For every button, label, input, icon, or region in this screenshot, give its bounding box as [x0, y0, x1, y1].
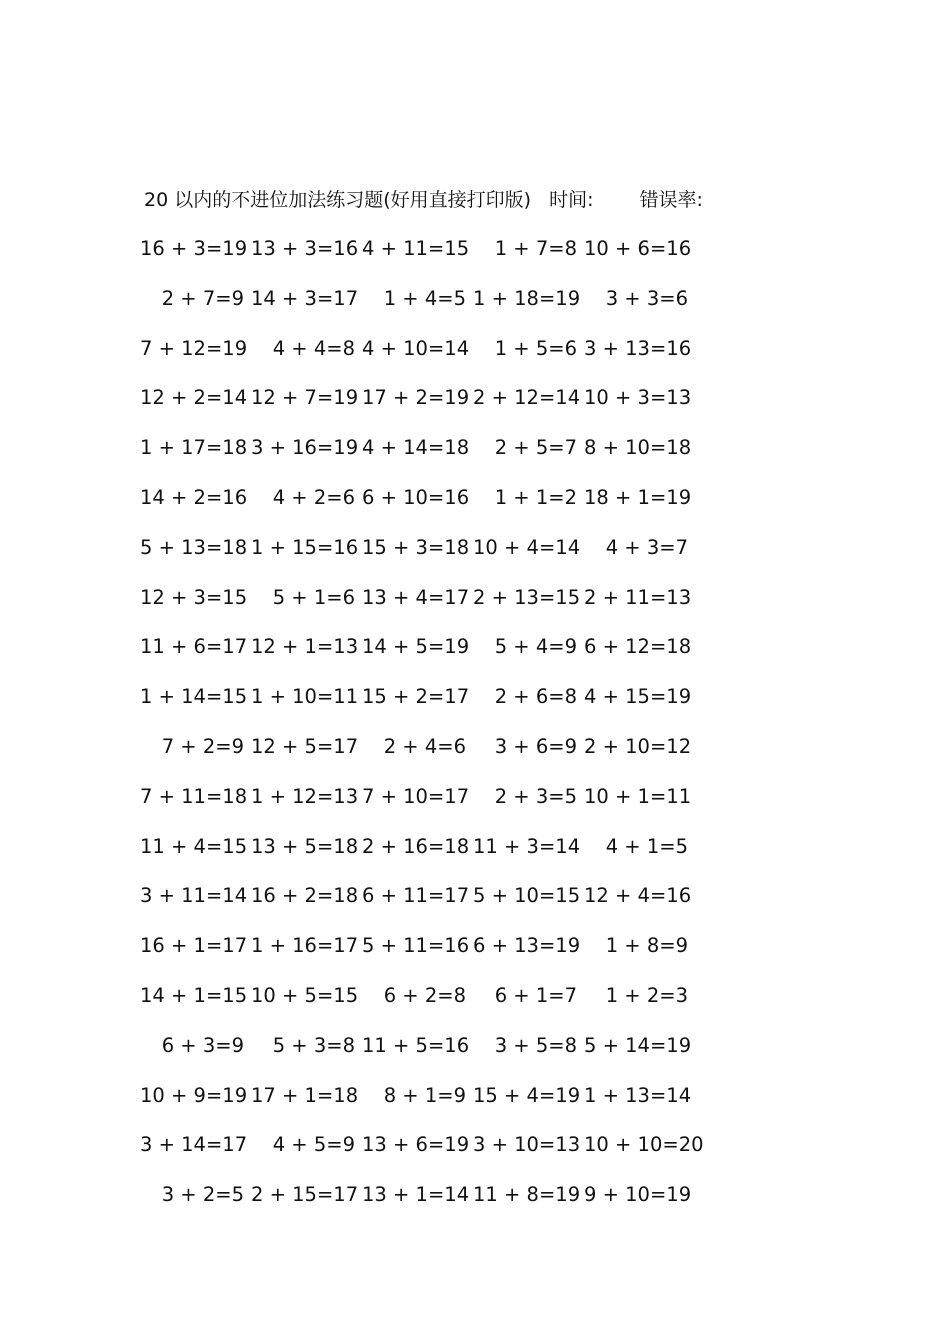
addition-problem: 2 + 12=14: [473, 386, 581, 410]
addition-problem: 12 + 7=19: [251, 386, 359, 410]
worksheet-title: 20 以内的不进位加法练习题(好用直接打印版): [144, 189, 532, 211]
problem-row: [0, 980, 950, 1030]
addition-problem: 3 + 3=6: [605, 286, 688, 310]
problem-row: [0, 482, 950, 532]
addition-problem: 1 + 14=15: [140, 685, 248, 709]
problem-grid: [0, 233, 950, 1229]
addition-problem: 13 + 4=17: [362, 585, 470, 609]
problem-row: [0, 681, 950, 731]
addition-problem: 14 + 1=15: [140, 983, 248, 1007]
addition-problem: 13 + 3=16: [251, 237, 359, 260]
addition-problem: 14 + 2=16: [140, 485, 248, 509]
addition-problem: 16 + 3=19: [140, 237, 248, 260]
addition-problem: 1 + 1=2: [494, 485, 577, 509]
addition-problem: 2 + 10=12: [584, 734, 692, 758]
time-label: 时间:: [549, 189, 594, 211]
problem-row: [0, 1179, 950, 1229]
addition-problem: 1 + 13=14: [584, 1083, 692, 1107]
addition-problem: 15 + 2=17: [362, 685, 470, 709]
addition-problem: 2 + 13=15: [473, 585, 581, 609]
addition-problem: 8 + 1=9: [383, 1083, 466, 1107]
addition-problem: 2 + 15=17: [251, 1183, 359, 1207]
addition-problem: 5 + 14=19: [584, 1033, 692, 1057]
addition-problem: 12 + 2=14: [140, 386, 248, 410]
addition-problem: 15 + 4=19: [473, 1083, 581, 1107]
addition-problem: 1 + 15=16: [251, 535, 359, 559]
addition-problem: 4 + 14=18: [362, 436, 470, 460]
problem-row: [0, 432, 950, 482]
addition-problem: 6 + 1=7: [494, 983, 577, 1007]
addition-problem: 2 + 11=13: [584, 585, 692, 609]
addition-problem: 10 + 9=19: [140, 1083, 248, 1107]
addition-problem: 4 + 4=8: [272, 336, 355, 360]
addition-problem: 4 + 10=14: [362, 336, 470, 360]
addition-problem: 16 + 1=17: [140, 934, 248, 958]
addition-problem: 2 + 6=8: [494, 685, 577, 709]
addition-problem: 1 + 10=11: [251, 685, 359, 709]
addition-problem: 13 + 5=18: [251, 834, 359, 858]
addition-problem: 5 + 1=6: [272, 585, 355, 609]
addition-problem: 10 + 1=11: [584, 784, 692, 808]
addition-problem: 4 + 5=9: [272, 1133, 355, 1157]
addition-problem: 12 + 3=15: [140, 585, 248, 609]
addition-problem: 18 + 1=19: [584, 485, 692, 509]
addition-problem: 5 + 11=16: [362, 934, 470, 958]
addition-problem: 3 + 6=9: [494, 734, 577, 758]
addition-problem: 9 + 10=19: [584, 1183, 692, 1207]
addition-problem: 7 + 12=19: [140, 336, 248, 360]
addition-problem: 10 + 4=14: [473, 535, 581, 559]
addition-problem: 16 + 2=18: [251, 884, 359, 908]
addition-problem: 11 + 8=19: [473, 1183, 581, 1207]
addition-problem: 1 + 18=19: [473, 286, 581, 310]
addition-problem: 4 + 11=15: [362, 237, 470, 260]
addition-problem: 3 + 5=8: [494, 1033, 577, 1057]
addition-problem: 13 + 6=19: [362, 1133, 470, 1157]
addition-problem: 1 + 5=6: [494, 336, 577, 360]
problem-row: [0, 1030, 950, 1080]
error-rate-label: 错误率:: [639, 189, 703, 211]
addition-problem: 3 + 13=16: [584, 336, 692, 360]
problem-row: [0, 631, 950, 681]
addition-problem: 13 + 1=14: [362, 1183, 470, 1207]
addition-problem: 1 + 16=17: [251, 934, 359, 958]
addition-problem: 3 + 14=17: [140, 1133, 248, 1157]
addition-problem: 5 + 3=8: [272, 1033, 355, 1057]
addition-problem: 12 + 4=16: [584, 884, 692, 908]
addition-problem: 4 + 3=7: [605, 535, 688, 559]
addition-problem: 11 + 5=16: [362, 1033, 470, 1057]
addition-problem: 6 + 13=19: [473, 934, 581, 958]
addition-problem: 2 + 3=5: [494, 784, 577, 808]
addition-problem: 4 + 1=5: [605, 834, 688, 858]
addition-problem: 7 + 2=9: [161, 734, 244, 758]
addition-problem: 10 + 5=15: [251, 983, 359, 1007]
problem-row: [0, 1129, 950, 1179]
addition-problem: 10 + 3=13: [584, 386, 692, 410]
problem-row: [0, 283, 950, 333]
addition-problem: 12 + 5=17: [251, 734, 359, 758]
problem-row: [0, 582, 950, 632]
addition-problem: 4 + 2=6: [272, 485, 355, 509]
addition-problem: 1 + 8=9: [605, 934, 688, 958]
addition-problem: 6 + 12=18: [584, 635, 692, 659]
addition-problem: 6 + 10=16: [362, 485, 470, 509]
addition-problem: 1 + 4=5: [383, 286, 466, 310]
addition-problem: 6 + 11=17: [362, 884, 470, 908]
addition-problem: 1 + 17=18: [140, 436, 248, 460]
addition-problem: 17 + 1=18: [251, 1083, 359, 1107]
problem-row: [0, 233, 950, 283]
addition-problem: 12 + 1=13: [251, 635, 359, 659]
problem-row: [0, 382, 950, 432]
addition-problem: 11 + 4=15: [140, 834, 248, 858]
addition-problem: 7 + 11=18: [140, 784, 248, 808]
addition-problem: 7 + 10=17: [362, 784, 470, 808]
addition-problem: 5 + 13=18: [140, 535, 248, 559]
addition-problem: 1 + 12=13: [251, 784, 359, 808]
addition-problem: 10 + 10=20: [584, 1133, 704, 1157]
addition-problem: 3 + 16=19: [251, 436, 359, 460]
addition-problem: 4 + 15=19: [584, 685, 692, 709]
addition-problem: 15 + 3=18: [362, 535, 470, 559]
problem-row: [0, 532, 950, 582]
addition-problem: 3 + 10=13: [473, 1133, 581, 1157]
addition-problem: 14 + 5=19: [362, 635, 470, 659]
addition-problem: 10 + 6=16: [584, 237, 692, 260]
addition-problem: 3 + 2=5: [161, 1183, 244, 1207]
addition-problem: 5 + 4=9: [494, 635, 577, 659]
addition-problem: 2 + 5=7: [494, 436, 577, 460]
problem-row: [0, 930, 950, 980]
problem-row: [0, 831, 950, 881]
addition-problem: 8 + 10=18: [584, 436, 692, 460]
addition-problem: 1 + 7=8: [494, 237, 577, 260]
addition-problem: 2 + 7=9: [161, 286, 244, 310]
addition-problem: 11 + 3=14: [473, 834, 581, 858]
addition-problem: 1 + 2=3: [605, 983, 688, 1007]
worksheet-header: [144, 184, 703, 216]
problem-row: [0, 1080, 950, 1130]
addition-problem: 6 + 2=8: [383, 983, 466, 1007]
addition-problem: 11 + 6=17: [140, 635, 248, 659]
addition-problem: 2 + 4=6: [383, 734, 466, 758]
addition-problem: 5 + 10=15: [473, 884, 581, 908]
addition-problem: 3 + 11=14: [140, 884, 248, 908]
addition-problem: 17 + 2=19: [362, 386, 470, 410]
problem-row: [0, 731, 950, 781]
problem-row: [0, 781, 950, 831]
addition-problem: 6 + 3=9: [161, 1033, 244, 1057]
problem-row: [0, 333, 950, 383]
addition-problem: 14 + 3=17: [251, 286, 359, 310]
addition-problem: 2 + 16=18: [362, 834, 470, 858]
problem-row: [0, 880, 950, 930]
